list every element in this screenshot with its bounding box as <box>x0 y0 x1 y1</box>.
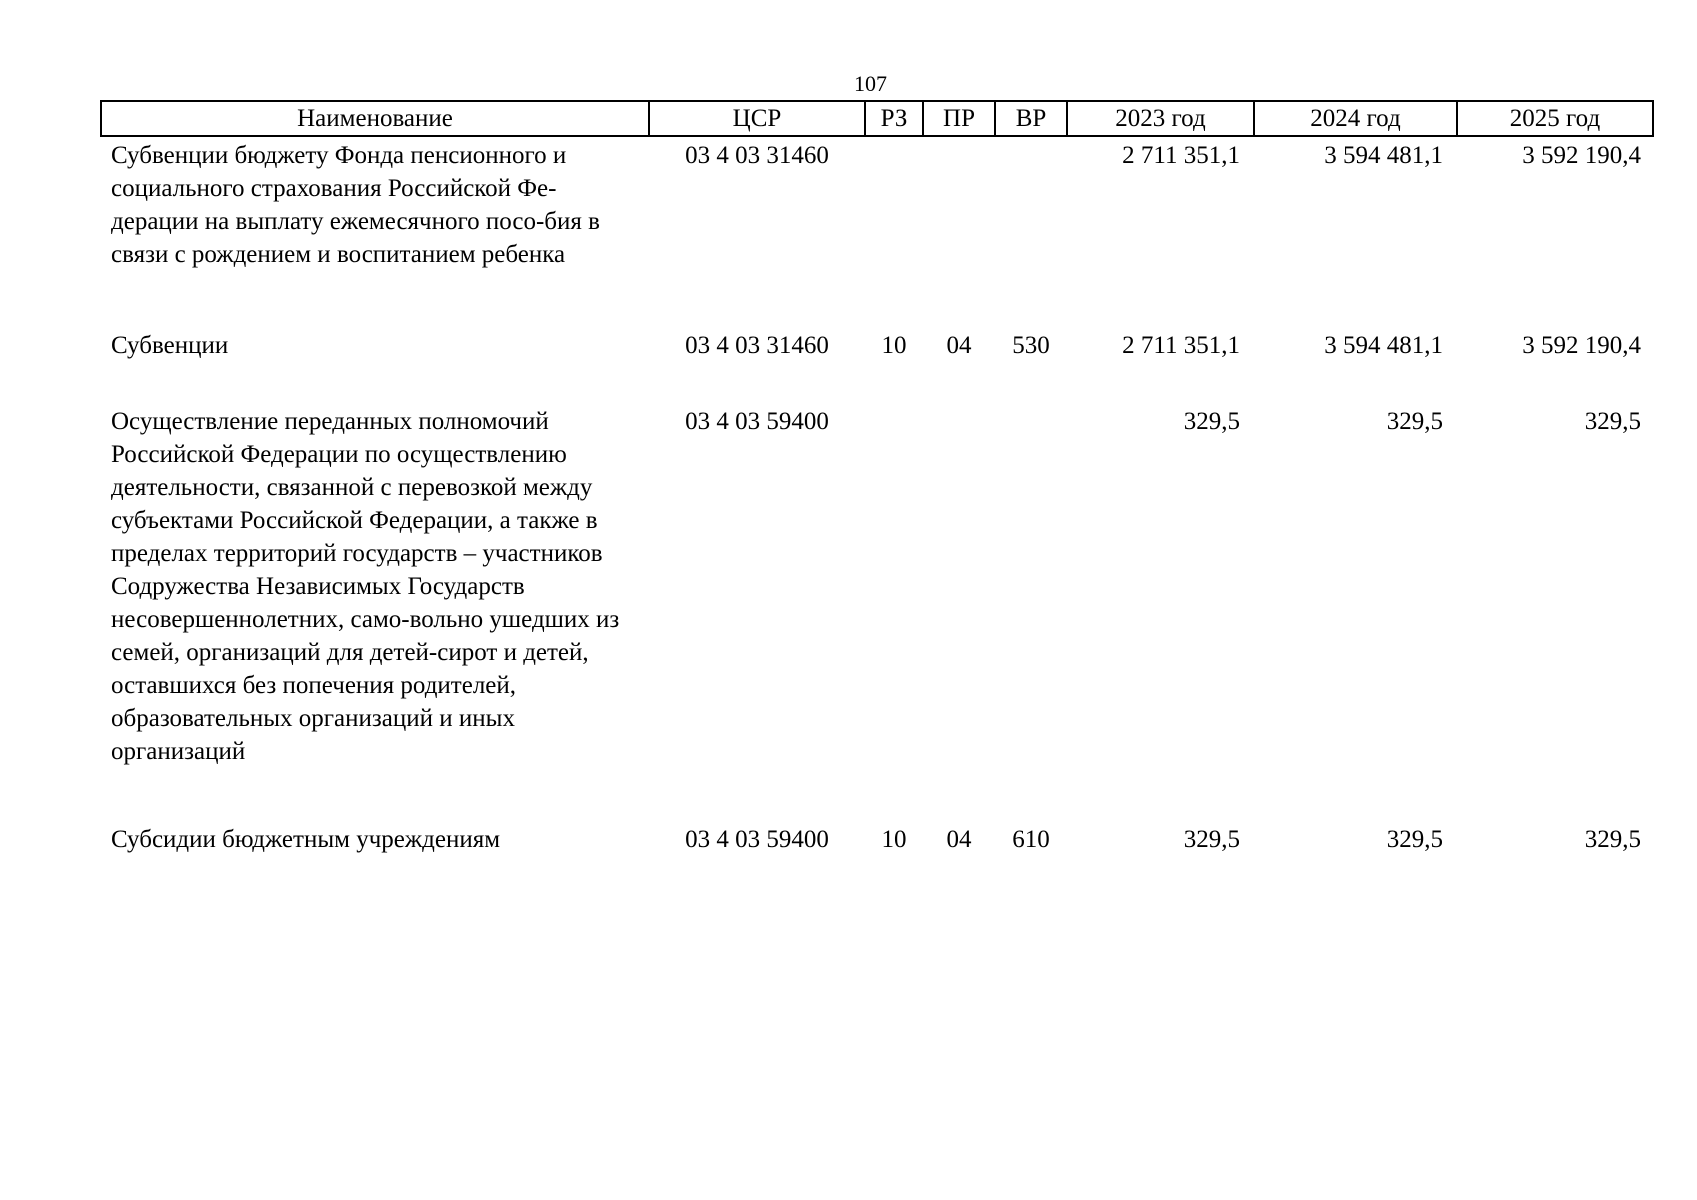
row-pr: 04 <box>946 332 972 359</box>
header-rz: РЗ <box>865 101 923 136</box>
row-pr: 04 <box>946 826 972 853</box>
row-name: Субвенции <box>111 332 229 359</box>
row-2024: 3 594 481,1 <box>1324 332 1443 359</box>
row-csr: 03 4 03 59400 <box>685 408 829 435</box>
row-rz: 10 <box>881 826 907 853</box>
row-2025: 329,5 <box>1584 826 1641 853</box>
table-row <box>101 405 1653 823</box>
header-2025: 2025 год <box>1457 101 1653 136</box>
page-number: 107 <box>854 71 887 96</box>
row-2025: 3 592 190,4 <box>1522 142 1641 169</box>
header-2023: 2023 год <box>1067 101 1254 136</box>
row-pr <box>923 405 995 823</box>
table-row <box>101 329 1653 405</box>
row-2025: 329,5 <box>1584 408 1641 435</box>
row-2024: 329,5 <box>1386 408 1443 435</box>
row-rz <box>865 136 923 329</box>
row-rz: 10 <box>881 332 907 359</box>
row-rz <box>865 405 923 823</box>
budget-table <box>100 100 1654 863</box>
table-row <box>101 136 1653 329</box>
row-2024: 3 594 481,1 <box>1324 142 1443 169</box>
row-2023: 329,5 <box>1183 826 1240 853</box>
table-row <box>101 823 1653 863</box>
row-vr <box>995 405 1067 823</box>
header-pr: ПР <box>923 101 995 136</box>
row-vr: 530 <box>1012 332 1050 359</box>
row-2024: 329,5 <box>1386 826 1443 853</box>
row-vr: 610 <box>1012 826 1050 853</box>
table-header-row <box>101 101 1653 136</box>
row-name: Субвенции бюджету Фонда пенсионного и социального страхования Российской Фе-дерации на выплату ежемесячного посо-бия в связи с рождением и воспитанием ребенка <box>111 142 600 268</box>
row-csr: 03 4 03 59400 <box>685 826 829 853</box>
row-2023: 329,5 <box>1183 408 1240 435</box>
header-name: Наименование <box>101 101 649 136</box>
row-pr <box>923 136 995 329</box>
row-name: Субсидии бюджетным учреждениям <box>111 826 501 853</box>
row-csr: 03 4 03 31460 <box>685 332 829 359</box>
row-2023: 2 711 351,1 <box>1122 332 1240 359</box>
row-csr: 03 4 03 31460 <box>685 142 829 169</box>
row-2023: 2 711 351,1 <box>1122 142 1240 169</box>
header-2024: 2024 год <box>1254 101 1457 136</box>
header-csr: ЦСР <box>649 101 865 136</box>
row-2025: 3 592 190,4 <box>1522 332 1641 359</box>
row-name: Осуществление переданных полномочий Российской Федерации по осуществлению деятельности, связанной с перевозкой между субъектами Российской Федерации, а также в пределах территорий государств – участников Содружества Независимых Государств несовершеннолетних, само-вольно ушедших из семей, организаций для детей-сирот и детей, оставшихся без попечения родителей, образовательных организаций и иных организаций <box>111 408 620 765</box>
row-vr <box>995 136 1067 329</box>
header-vr: ВР <box>995 101 1067 136</box>
